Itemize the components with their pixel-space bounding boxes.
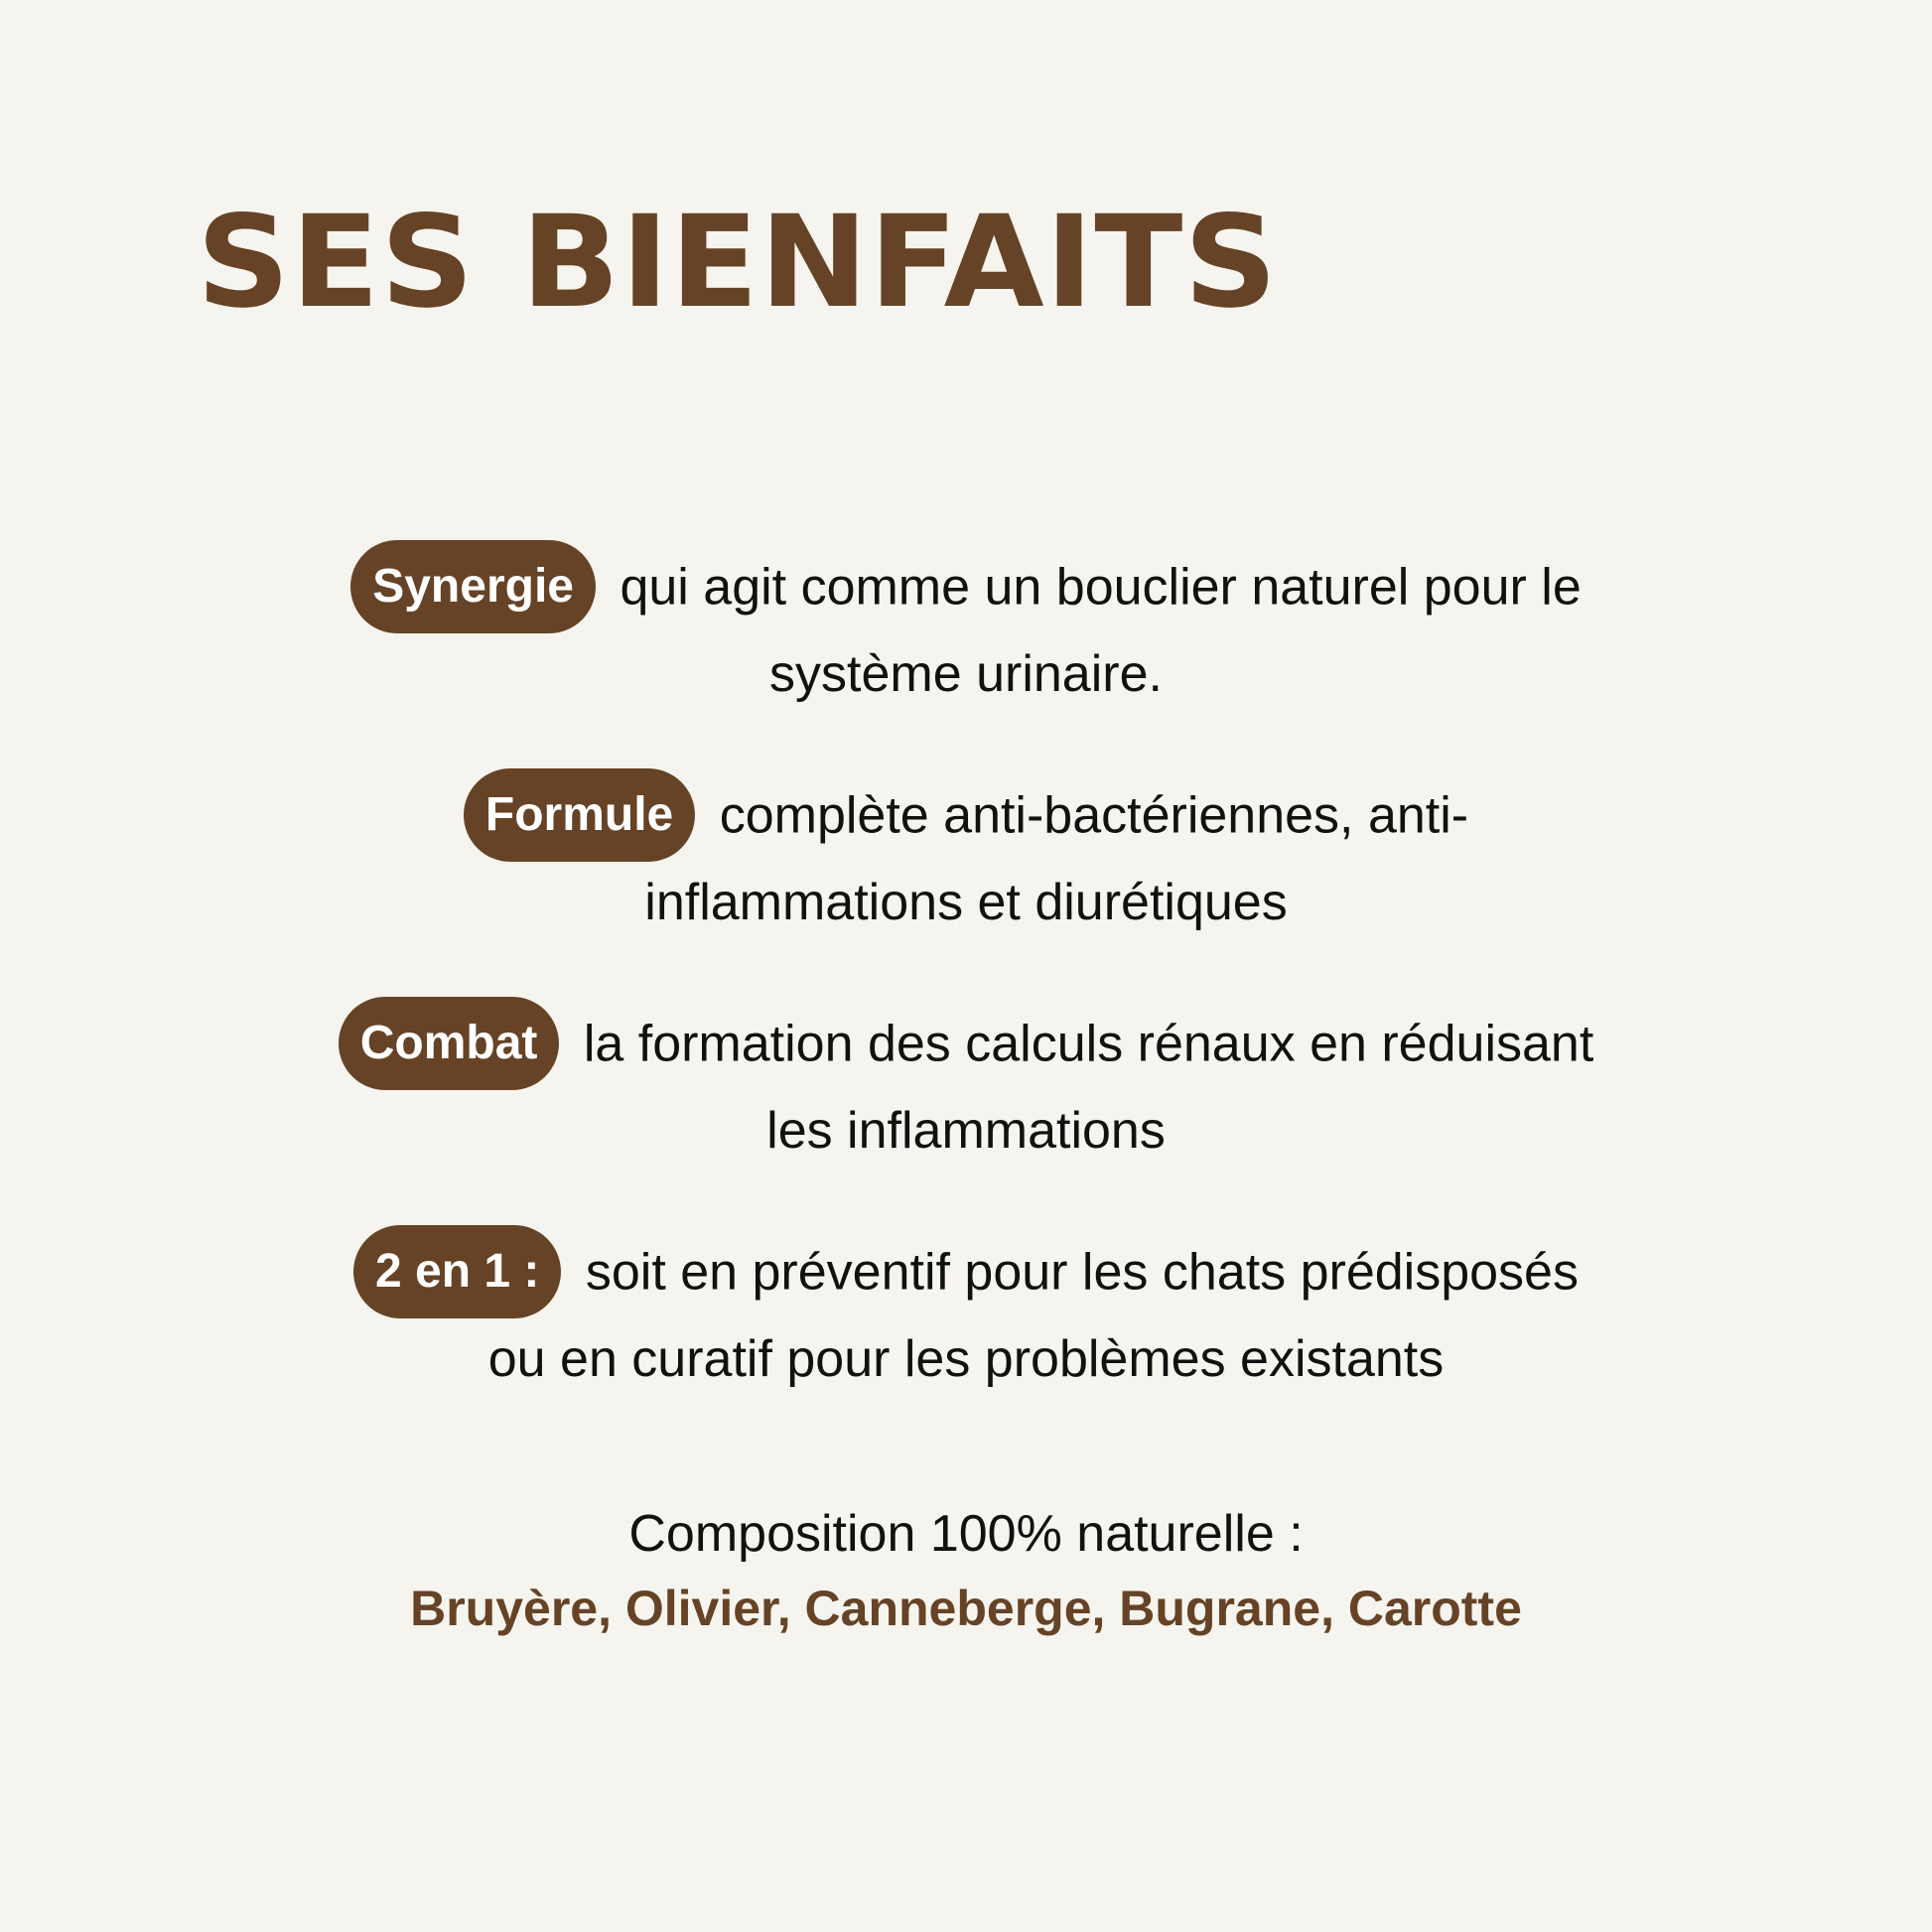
- benefit-tag: Combat: [339, 997, 560, 1090]
- page-title: SES BIENFAITS: [197, 189, 1279, 337]
- benefit-item: [321, 1001, 1611, 1168]
- benefit-text: qui agit comme un bouclier naturel pour le système urinaire.: [620, 558, 1582, 703]
- composition-label: Composition 100% naturelle :: [628, 1505, 1304, 1563]
- benefit-tag: Formule: [464, 768, 695, 862]
- benefit-tag: 2 en 1 :: [353, 1225, 561, 1318]
- benefit-item: [321, 1229, 1611, 1396]
- benefit-text: complète anti-bactériennes, anti-inflammations et diurétiques: [644, 786, 1469, 931]
- ingredients-list: Bruyère, Olivier, Canneberge, Bugrane, Carotte: [410, 1581, 1522, 1636]
- benefit-item: [321, 772, 1611, 939]
- composition-section: [0, 1497, 1932, 1646]
- benefit-text: soit en préventif pour les chats prédisposés ou en curatif pour les problèmes existants: [487, 1243, 1579, 1388]
- benefits-list: [0, 544, 1932, 1457]
- benefit-text: la formation des calculs rénaux en réduisant les inflammations: [583, 1015, 1594, 1160]
- benefit-tag: Synergie: [350, 540, 596, 633]
- benefit-item: [321, 544, 1611, 711]
